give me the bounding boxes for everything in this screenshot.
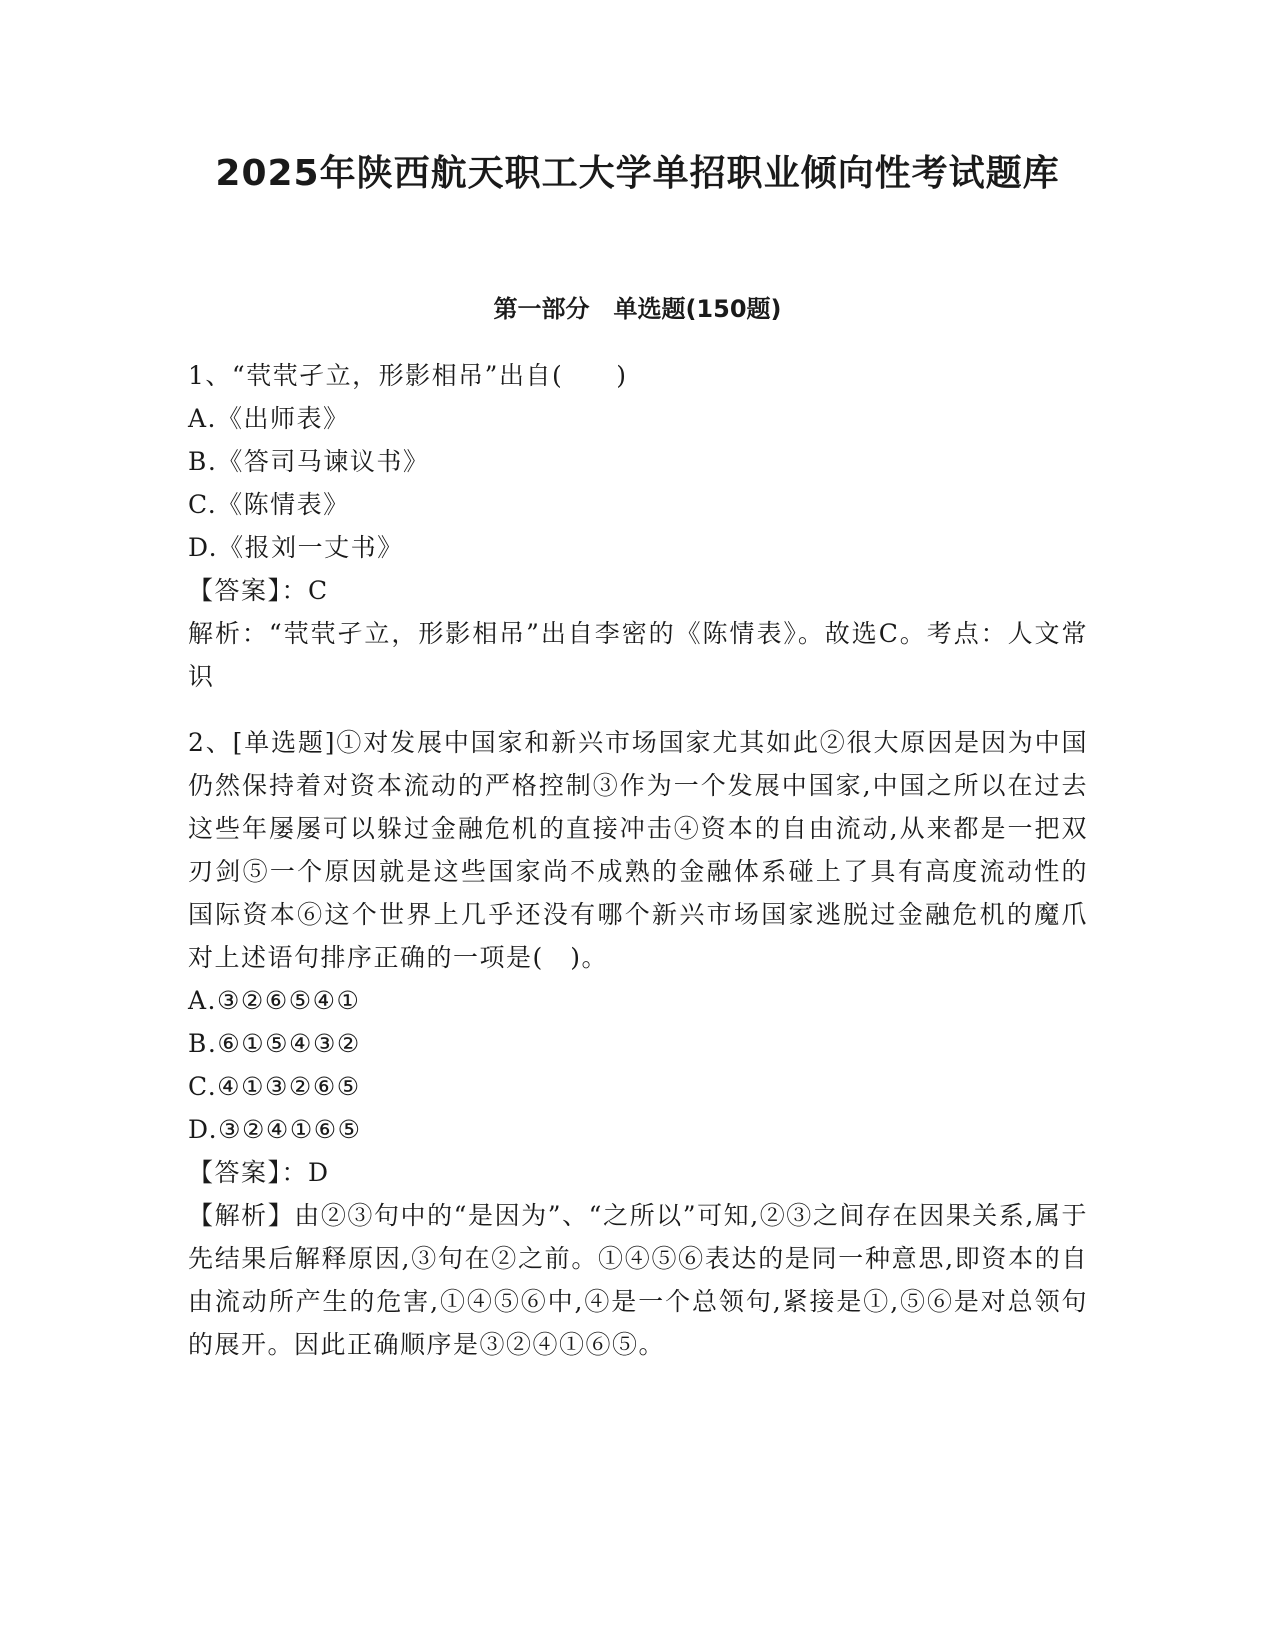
question-stem: 2、[单选题]①对发展中国家和新兴市场国家尤其如此②很大原因是因为中国仍然保持着对资本流动的严格控制③作为一个发展中国家,中国之所以在过去这些年屡屡可以躲过金融危机的直接冲击④资本的自由流动,从来都是一把双刃剑⑤一个原因就是这些国家尚不成熟的金融体系碰上了具有高度流动性的国际资本⑥这个世界上几乎还没有哪个新兴市场国家逃脱过金融危机的魔爪对上述语句排序正确的一项是( )。 [188,728,1088,972]
section-heading: 第一部分 单选题(150题) [493,295,782,323]
option-c: C.《陈情表》 [188,490,350,519]
document-title: 2025年陕西航天职工大学单招职业倾向性考试题库 [215,153,1060,194]
option-d: D.③②④①⑥⑤ [188,1115,362,1144]
option-c: C.④①③②⑥⑤ [188,1072,361,1101]
answer: 【答案】：C [188,576,329,605]
option-b: B.《答司马谏议书》 [188,447,430,476]
option-d: D.《报刘一丈书》 [188,533,404,562]
question-2 [188,721,1088,1366]
option-a: A.《出师表》 [188,404,350,433]
analysis: 解析：“茕茕孑立，形影相吊”出自李密的《陈情表》。故选C。考点：人文常识 [188,619,1088,691]
question-1 [188,354,1088,698]
question-stem: 1、“茕茕孑立，形影相吊”出自( ) [188,361,628,390]
answer: 【答案】：D [188,1158,330,1187]
analysis: 【解析】由②③句中的“是因为”、“之所以”可知,②③之间存在因果关系,属于先结果后解释原因,③句在②之前。①④⑤⑥表达的是同一种意思,即资本的自由流动所产生的危害,①④⑤⑥中,④是一个总领句,紧接是①,⑤⑥是对总领句的展开。因此正确顺序是③②④①⑥⑤。 [188,1201,1088,1359]
option-a: A.③②⑥⑤④① [188,986,361,1015]
option-b: B.⑥①⑤④③② [188,1029,361,1058]
